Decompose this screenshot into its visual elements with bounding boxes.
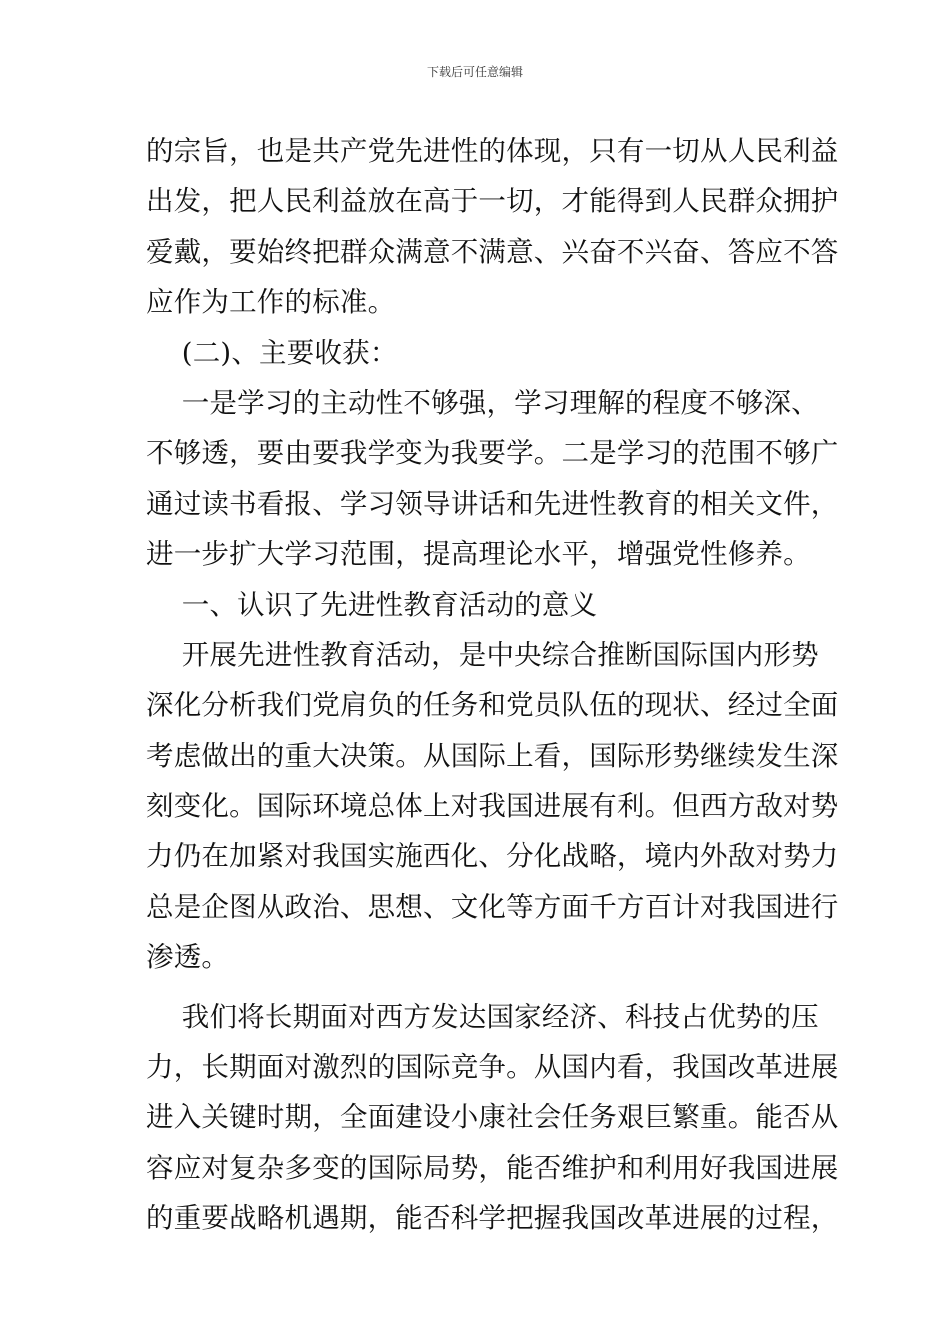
text-line: 进入关键时期，全面建设小康社会任务艰巨繁重。能否从 [146,1101,839,1134]
text-line: 通过读书看报、学习领导讲话和先进性教育的相关文件， [146,487,839,520]
section-heading: (二)、主要收获： [146,336,398,369]
text-line: 力，长期面对激烈的国际竞争。从国内看，我国改革进展 [146,1051,839,1084]
page-header: 下载后可任意编辑 [426,65,523,79]
text-line: 一是学习的主动性不够强，学习理解的程度不够深、 [146,386,819,419]
document-body [146,126,839,1244]
text-line: 开展先进性教育活动，是中央综合推断国际国内形势 [146,638,819,671]
text-line: 深化分析我们党肩负的任务和党员队伍的现状、经过全面 [146,689,839,722]
text-line: 的重要战略机遇期，能否科学把握我国改革进展的过程， [146,1202,839,1235]
text-line: 进一步扩大学习范围，提高理论水平，增强党性修养。 [146,538,811,571]
text-line: 爱戴，要始终把群众满意不满意、兴奋不兴奋、答应不答 [146,235,839,268]
text-line: 不够透，要由要我学变为我要学。二是学习的范围不够广 [146,437,839,470]
text-line: 出发，把人民利益放在高于一切，才能得到人民群众拥护 [146,185,839,218]
text-line: 力仍在加紧对我国实施西化、分化战略，境内外敌对势力 [146,840,839,873]
text-line: 刻变化。国际环境总体上对我国进展有利。但西方敌对势 [146,790,839,823]
paragraph-spacer [146,983,808,992]
text-line: 总是企图从政治、思想、文化等方面千方百计对我国进行 [146,890,839,923]
text-line: 我们将长期面对西方发达国家经济、科技占优势的压 [146,1000,819,1033]
section-heading: 一、认识了先进性教育活动的意义 [146,588,598,621]
text-line: 渗透。 [146,941,230,974]
text-line: 容应对复杂多变的国际局势，能否维护和利用好我国进展 [146,1151,839,1184]
text-line: 考虑做出的重大决策。从国际上看，国际形势继续发生深 [146,739,839,772]
text-line: 应作为工作的标准。 [146,286,396,319]
text-line: 的宗旨，也是共产党先进性的体现，只有一切从人民利益 [146,135,839,167]
